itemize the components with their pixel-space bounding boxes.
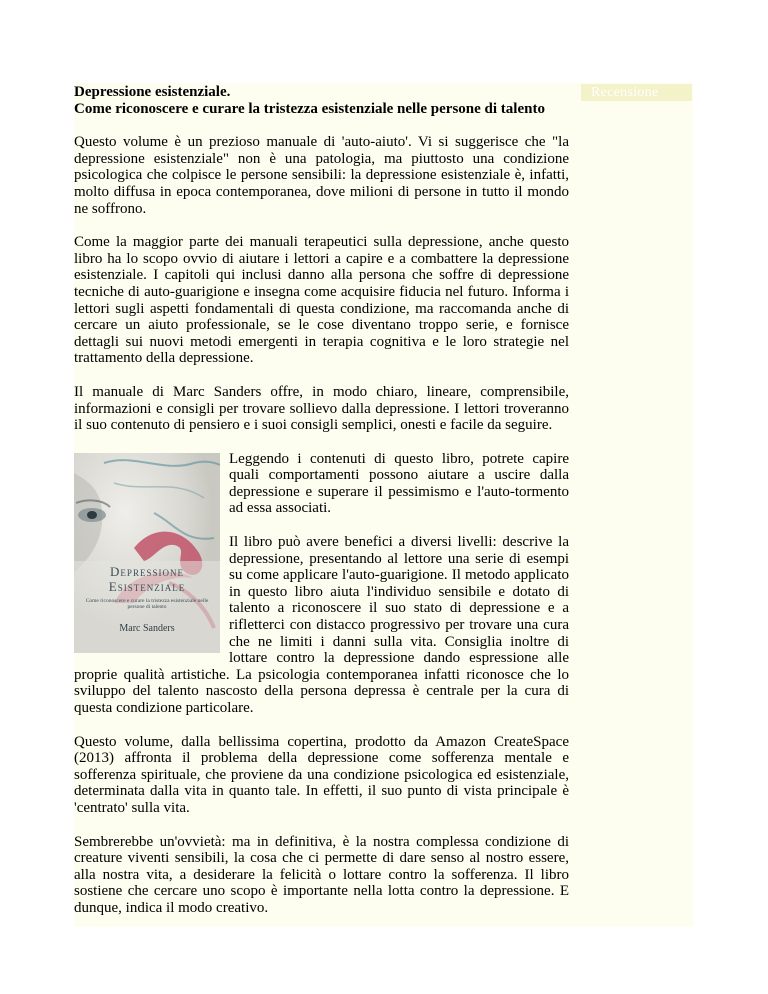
- cover-subtitle: Come riconoscere e curare la tristezza esistenziale nelle persone di talento: [85, 597, 209, 610]
- paragraph-3: Il manuale di Marc Sanders offre, in modo chiaro, lineare, comprensibile, informazioni e consigli per trovare sollievo dalla depressione. I lettori troveranno il suo contenuto di pensiero e i suoi consigli semplici, onesti e facile da seguire.: [74, 383, 569, 434]
- review-page: [74, 83, 693, 927]
- cover-author: Marc Sanders: [119, 622, 175, 634]
- cover-title-line-2: Esistenziale: [108, 578, 186, 594]
- paragraph-2: Come la maggior parte dei manuali terapeutici sulla depressione, anche questo libro ha lo scopo ovvio di aiutare i lettori a capire e a combattere la depressione esistenziale. I capitoli qui inclusi danno alla persona che soffre di depressione tecniche di auto-guarigione e insegna come acquisire fiducia nel futuro. Informa i lettori sugli aspetti fondamentali di questa condizione, ma raccomanda anche di cercare un aiuto professionale, se le cose diventano troppo serie, e fornisce dettagli sui nuovi metodi emergenti in terapia cognitiva e le loro strategie nel trattamento della depressione.: [74, 234, 569, 367]
- title-line-1: Depressione esistenziale.: [74, 84, 231, 100]
- paragraph-7: Sembrerebbe un'ovvietà: ma in definitiva, è la nostra complessa condizione di creature viventi sensibili, la cosa che ci permette di dare senso al nostro essere, alla nostra vita, a desiderare la felicità o lottare contro la sofferenza. Il libro sostiene che cercare uno scopo è importante nella lotta contro la depressione. E dunque, indica il modo creativo.: [74, 833, 569, 916]
- cover-title-line-1: Depressione: [110, 563, 184, 579]
- title-line-2: Come riconoscere e curare la tristezza esistenziale nelle persone di talento: [74, 100, 545, 117]
- review-label: Recensione: [581, 84, 692, 101]
- paragraph-5: Il libro può avere benefici a diversi livelli: descrive la depressione, presentando al lettore una serie di esempi su come applicare l'auto-guarigione. Il metodo applicato in questo libro aiuta l'individuo sensibile e dotato di talento a riconoscere il suo stato di depressione e a rifletterci con distacco progressivo per trovare una cura che ne limiti i danni sulla vita. Consiglia inoltre di lottare contro la depressione dando espressione alle proprie qualità artistiche. La psicologia contemporanea infatti riconosce che lo sviluppo del talento nascosto della persona depressa è centrale per la cura di questa condizione particolare.: [74, 534, 569, 716]
- article-body: [74, 83, 569, 934]
- paragraph-1: Questo volume è un prezioso manuale di 'auto-aiuto'. Vi si suggerisce che "la depressione esistenziale" non è una patologia, ma piuttosto una condizione psicologica che colpisce le persone sensibili: la depressione esistenziale è, infatti, molto diffusa in epoca contemporanea, dove milioni di persone in tutto il mondo ne soffrono.: [74, 134, 569, 217]
- article-title: [74, 84, 569, 117]
- paragraph-4: Leggendo i contenuti di questo libro, potrete capire quali comportamenti possono aiutare a uscire dalla depressione e superare il pessimismo e l'auto-tormento ad essa associati.: [229, 450, 569, 517]
- book-cover-image: [74, 453, 220, 653]
- paragraph-6: Questo volume, dalla bellissima copertina, prodotto da Amazon CreateSpace (2013) affronta il problema della depressione come sofferenza mentale e sofferenza spirituale, che proviene da una condizione psicologica ed esistenziale, determinata dalla vita in quanto tale. In effetti, il suo punto di vista principale è 'centrato' sulla vita.: [74, 733, 569, 816]
